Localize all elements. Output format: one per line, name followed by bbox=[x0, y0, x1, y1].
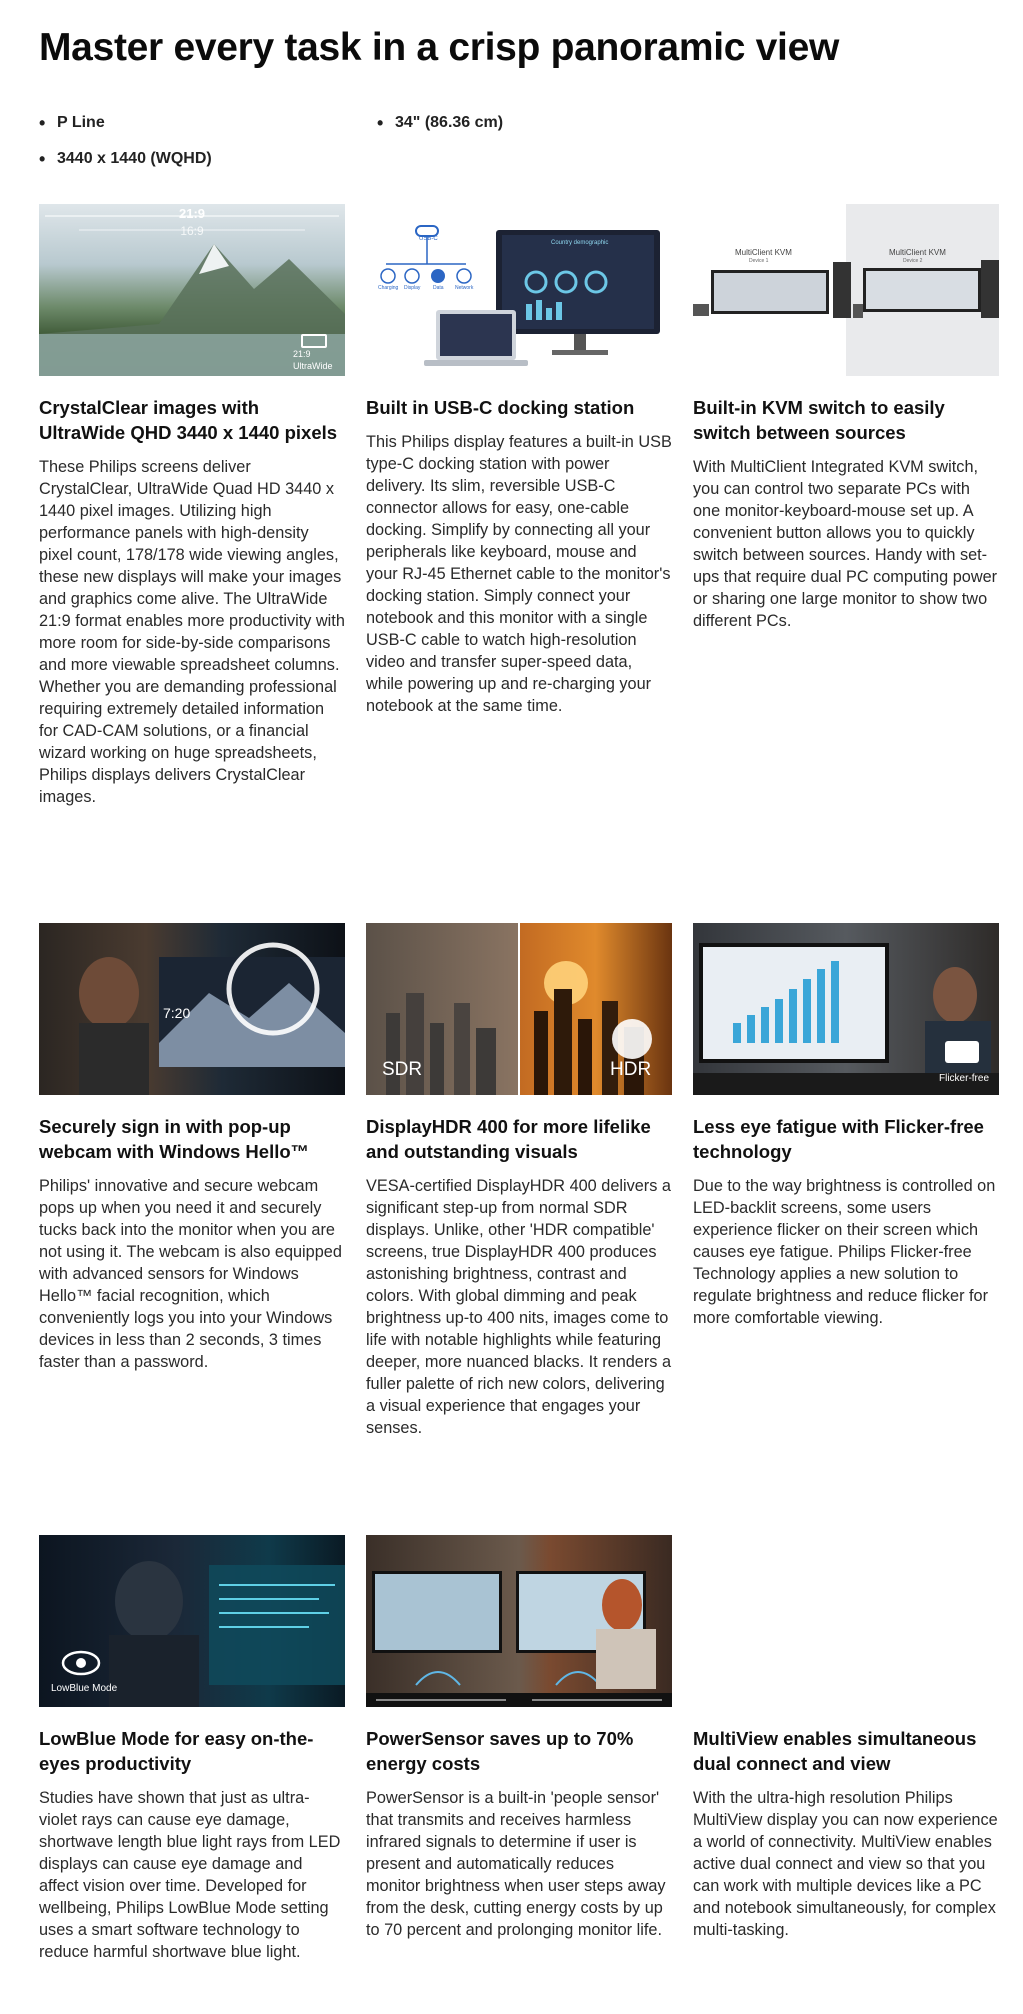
flicker-free-label: Flicker-free bbox=[939, 1073, 990, 1084]
feature-body: These Philips screens deliver CrystalClear, UltraWide Quad HD 3440 x 1440 pixel images. Utilizing high performance panels with high-density pixel count, 178/178 wide viewing angles, these new displays will make your images and graphics come alive. The UltraWide 21:9 format enables more productivity with more room for side-by-side comparisons and more viewable spreadsheet columns. Whether you are demanding professional requiring extremely detailed information for CAD-CAM solutions, or a financial wizard working on huge spreadsheets, Philips displays delivers CrystalClear images. bbox=[39, 458, 345, 806]
feature-body: Philips' innovative and secure webcam pops up when you need it and securely tucks back into the monitor when you are not using it. The webcam is also equipped with advanced sensors for Windows Hello™ facial recognition, which conveniently logs you into your Windows devices in less than 2 seconds, 3 times faster than a password. bbox=[39, 1177, 342, 1371]
feature-title: Built in USB-C docking station bbox=[366, 397, 635, 418]
spec-item: • 3440 x 1440 (WQHD) bbox=[39, 150, 212, 168]
feature-body: This Philips display features a built-in USB type-C docking station with power delivery. Its slim, reversible USB-C connector allows for easy, one-cable docking. Simplify by connecting all your peripherals like keyboard, mouse and your RJ-45 Ethernet cable to the monitor's docking station. Simply connect your notebook and this monitor with a single USB-C cable to watch high-resolution video and transfer super-speed data, while powering up and re-charging your notebook at the same time. bbox=[366, 433, 672, 715]
spec-list bbox=[39, 114, 799, 178]
feature-image-lowblue bbox=[39, 1535, 345, 1707]
feature-image-multiview-empty bbox=[693, 1535, 999, 1707]
kvm-label-device-1: MultiClient KVM bbox=[735, 248, 792, 257]
feature-image-powersensor bbox=[366, 1535, 672, 1707]
feature-title: MultiView enables simultaneous dual connect and view bbox=[693, 1728, 977, 1774]
feature-card bbox=[693, 204, 999, 632]
feature-title: Less eye fatigue with Flicker-free technology bbox=[693, 1116, 984, 1162]
usbc-label: USB-C bbox=[419, 236, 438, 242]
kvm-label-device-2: MultiClient KVM bbox=[889, 248, 946, 257]
feature-title: LowBlue Mode for easy on-the-eyes productivity bbox=[39, 1728, 314, 1774]
feature-image-crystalclear bbox=[39, 204, 345, 376]
feature-image-flicker-free bbox=[693, 923, 999, 1095]
feature-card bbox=[39, 204, 345, 808]
ultrawide-ratio-label: 21:9 bbox=[293, 349, 311, 359]
feature-title: DisplayHDR 400 for more lifelike and outstanding visuals bbox=[366, 1116, 651, 1162]
screen-heading: Country demographic bbox=[551, 240, 609, 246]
feature-title: CrystalClear images with UltraWide QHD 3440 x 1440 pixels bbox=[39, 397, 338, 443]
spec-item: • 34" (86.36 cm) bbox=[377, 114, 503, 132]
device-1-label: Device 1 bbox=[749, 258, 769, 264]
feature-body: PowerSensor is a built-in 'people sensor' that transmits and receives harmless infrared signals to determine if user is present and automatically reduces monitor brightness when user steps away from the desk, cutting energy costs by up to 70 percent and prolonging monitor life. bbox=[366, 1789, 666, 1939]
network-label: Network bbox=[455, 285, 474, 291]
feature-title: Securely sign in with pop-up webcam with Windows Hello™ bbox=[39, 1116, 310, 1162]
feature-card bbox=[366, 204, 672, 717]
feature-card bbox=[693, 923, 999, 1329]
feature-title: PowerSensor saves up to 70% energy costs bbox=[366, 1728, 634, 1774]
device-2-label: Device 2 bbox=[903, 258, 923, 264]
feature-title: Built-in KVM switch to easily switch between sources bbox=[693, 397, 945, 443]
lowblue-mode-label: LowBlue Mode bbox=[51, 1683, 118, 1694]
feature-image-hdr bbox=[366, 923, 672, 1095]
spec-item: • P Line bbox=[39, 114, 105, 132]
feature-body: With MultiClient Integrated KVM switch, you can control two separate PCs with one monitor-keyboard-mouse set up. A convenient button allows you to quickly switch between sources. Handy with set-ups that require dual PC computing power or sharing one large monitor to show two different PCs. bbox=[693, 458, 998, 630]
data-label: Data bbox=[433, 285, 444, 291]
page-title: Master every task in a crisp panoramic view bbox=[39, 26, 840, 69]
feature-body: Studies have shown that just as ultra-violet rays can cause eye damage, shortwave length blue light rays from LED displays can cause eye damage and affect vision over time. Developed for wellbeing, Philips LowBlue Mode setting uses a smart software technology to reduce harmful shortwave blue light. bbox=[39, 1789, 341, 1961]
hdr-label: HDR bbox=[610, 1059, 652, 1080]
display-label: Display bbox=[404, 285, 421, 291]
feature-body: VESA-certified DisplayHDR 400 delivers a significant step-up from normal SDR displays. Unlike, other 'HDR compatible' screens, true DisplayHDR 400 produces astonishing brightness, contrast and colors. With global dimming and peak brightness up-to 400 nits, images come to life with notable highlights while featuring deeper, more nuanced blacks. It renders a fuller palette of rich new colors, delivering a visual experience that engages your senses. bbox=[366, 1177, 672, 1437]
charging-label: Charging bbox=[378, 285, 399, 291]
feature-card bbox=[366, 923, 672, 1439]
feature-body: Due to the way brightness is controlled on LED-backlit screens, some users experience flicker on their screen which causes eye fatigue. Philips Flicker-free Technology applies a new solution to regulate brightness and reduce flicker for more comfortable viewing. bbox=[693, 1177, 996, 1327]
sdr-label: SDR bbox=[382, 1059, 423, 1080]
ultrawide-label: UltraWide bbox=[293, 361, 333, 371]
feature-card bbox=[39, 1535, 345, 1963]
aspect-label-16-9: 16:9 bbox=[180, 224, 204, 238]
feature-image-kvm bbox=[693, 204, 999, 376]
aspect-label-21-9: 21:9 bbox=[178, 206, 206, 221]
feature-image-usbc bbox=[366, 204, 672, 376]
clock-time: 7:20 bbox=[163, 1005, 191, 1021]
feature-body: With the ultra-high resolution Philips MultiView display you can now experience a world of connectivity. MultiView enables active dual connect and view so that you can work with multiple devices like a PC and notebook simultaneously, for complex multi-tasking. bbox=[693, 1789, 998, 1939]
feature-image-webcam bbox=[39, 923, 345, 1095]
feature-card bbox=[693, 1535, 999, 1941]
ultrawide-icon bbox=[301, 334, 327, 348]
feature-card bbox=[39, 923, 345, 1373]
feature-card bbox=[366, 1535, 672, 1941]
